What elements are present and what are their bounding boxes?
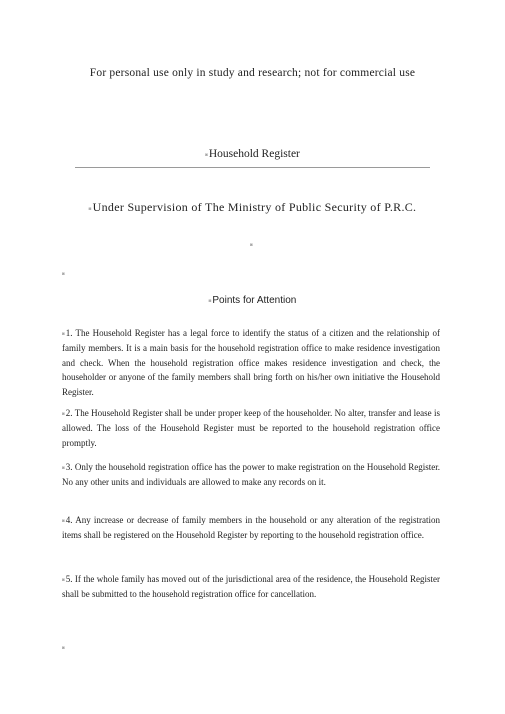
attention-heading xyxy=(0,295,505,306)
point-3 xyxy=(62,460,440,490)
paragraph-mark-icon: ◙ xyxy=(62,410,65,416)
point-1-text: 1. The Household Register has a legal force to identify the status of a citizen and the relationship of family members. It is a main basis for the household registration office to make residence investigation and check. When the household registration office makes residence investigation and check, the householder or anyone of the family members shall bring forth on his/her own initiative the Household Register. xyxy=(62,328,440,397)
point-5-text: 5. If the whole family has moved out of the jurisdictional area of the residence, the Household Register shall be submitted to the household registration office for cancellation. xyxy=(62,574,440,600)
supervision-line xyxy=(0,200,505,215)
disclaimer-text: For personal use only in study and research; not for commercial use xyxy=(89,67,416,79)
document-title xyxy=(0,148,505,160)
paragraph-mark-icon: ◙ xyxy=(62,576,65,582)
point-2-text: 2. The Household Register shall be under proper keep of the householder. No alter, transfer and lease is allowed. The loss of the Household Register must be reported to the household registration office promptly. xyxy=(62,408,440,448)
point-3-text: 3. Only the household registration office has the power to make registration on the Household Register. No any other units and individuals are allowed to make any records on it. xyxy=(62,462,440,488)
point-2 xyxy=(62,406,440,450)
supervision-text: Under Supervision of The Ministry of Public Security of P.R.C. xyxy=(92,200,417,214)
title-divider xyxy=(75,167,430,168)
paragraph-mark-icon: ◙ xyxy=(62,330,65,336)
paragraph-mark-icon: ◙ xyxy=(62,644,65,650)
paragraph-mark-icon: ◙ xyxy=(62,270,65,276)
title-text: Household Register xyxy=(208,148,300,160)
point-4-text: 4. Any increase or decrease of family members in the household or any alteration of the registration items shall be registered on the Household Register by reporting to the household registration office. xyxy=(62,515,440,541)
paragraph-mark-icon: ◙ xyxy=(62,517,65,523)
paragraph-mark-icon: ◙ xyxy=(250,241,253,247)
point-5 xyxy=(62,572,440,602)
paragraph-mark-icon: ◙ xyxy=(62,464,65,470)
paragraph-mark-icon: ◙ xyxy=(205,151,208,157)
point-1 xyxy=(62,326,440,399)
paragraph-mark-icon: ◙ xyxy=(208,297,212,303)
attention-heading-text: Points for Attention xyxy=(212,295,297,306)
point-4 xyxy=(62,513,440,543)
paragraph-mark-icon: ◙ xyxy=(88,205,92,211)
